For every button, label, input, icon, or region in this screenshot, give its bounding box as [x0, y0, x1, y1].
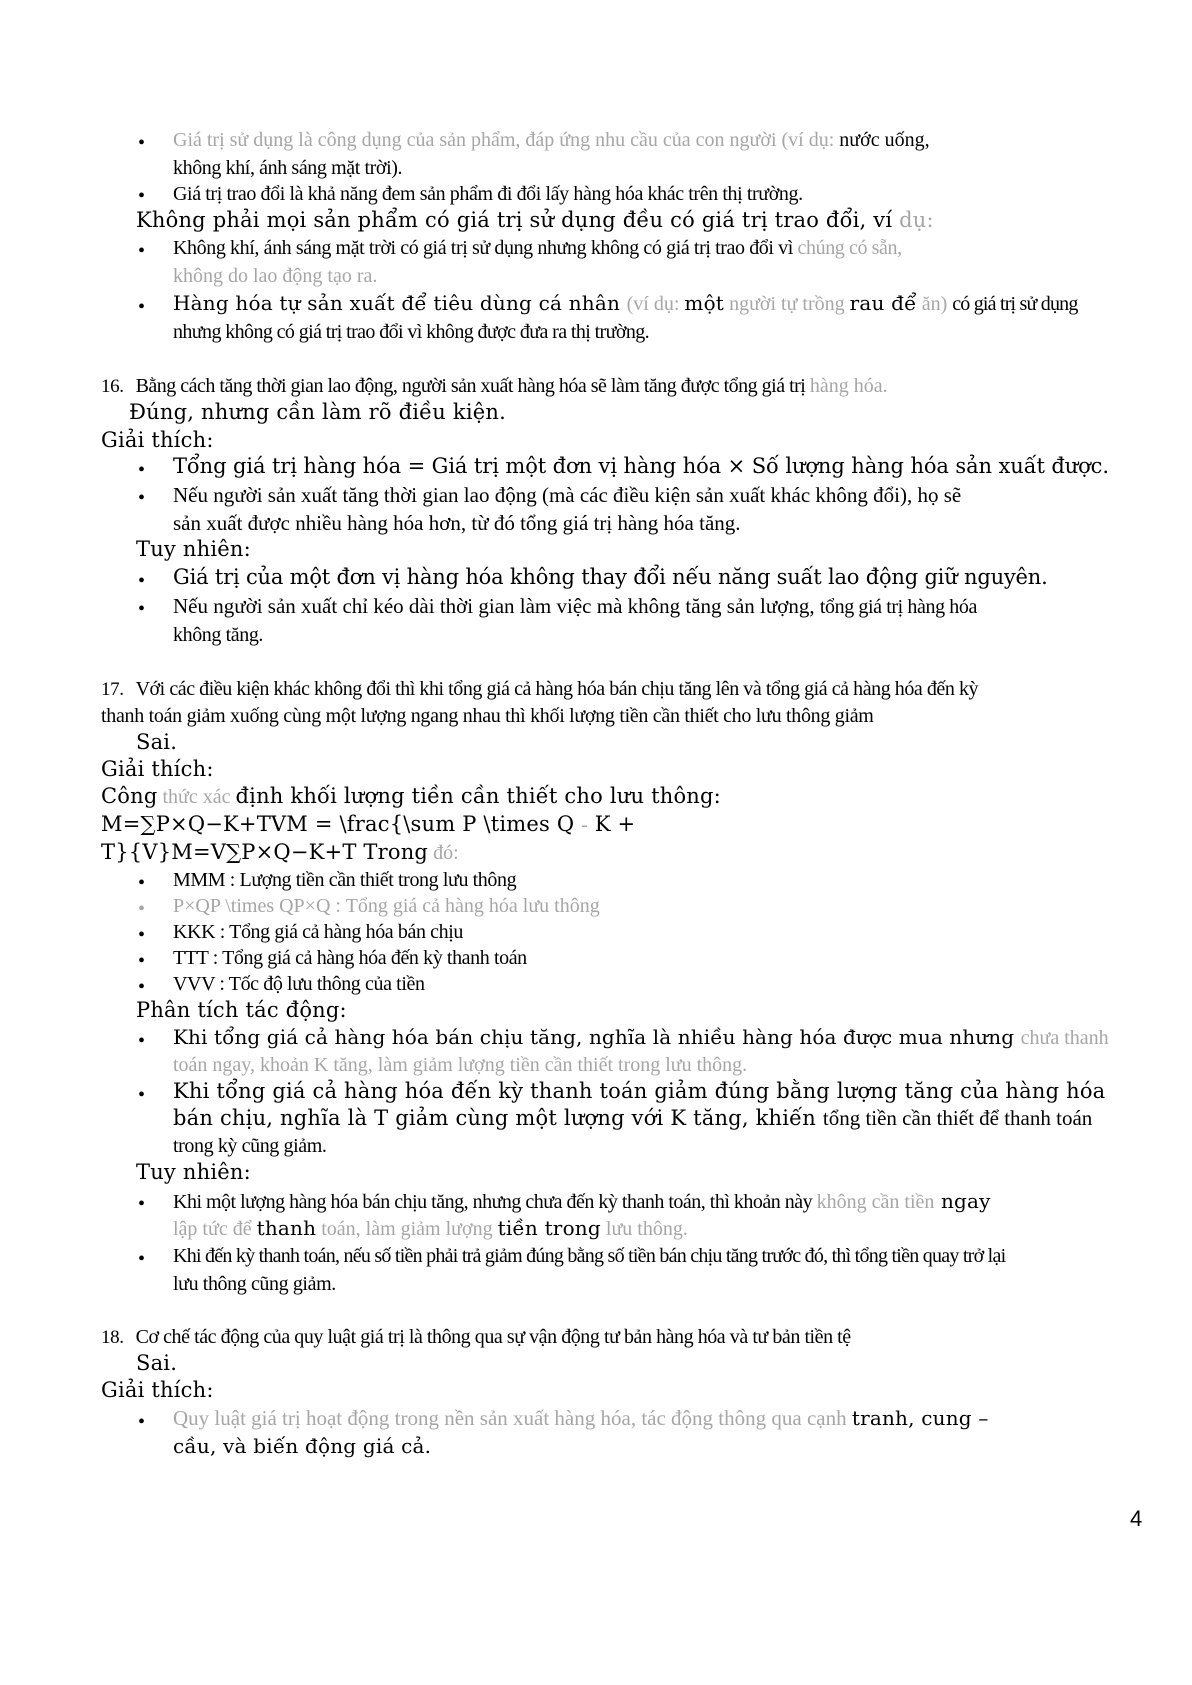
variable-item: KKK : Tổng giá cả hàng hóa bán chịu: [173, 921, 463, 943]
text-span: ngay: [934, 1189, 991, 1213]
text-span: một: [684, 291, 725, 315]
text-span: Nếu người sản xuất chỉ kéo dài thời gian làm việc mà không tăng sản lượng,: [173, 594, 820, 618]
bullet: •: [138, 1193, 146, 1215]
text-span: rau để: [849, 291, 917, 315]
page-number: 4: [1130, 1506, 1143, 1531]
paragraph-line: Giá trị trao đổi là khả năng đem sản phẩm đi đổi lấy hàng hóa khác trên thị trường.: [173, 183, 803, 205]
formula-line: [101, 786, 721, 807]
paragraph-line: không tăng.: [173, 624, 264, 646]
text-span: người tự trồng: [724, 293, 850, 315]
formula-line: [101, 814, 635, 835]
bullet: •: [138, 924, 146, 946]
text-span: ăn): [916, 293, 953, 315]
text-span: thức xác: [157, 786, 236, 808]
text-span: Quy luật giá trị hoạt động trong nền sản xuất hàng hóa, tác động thông qua cạnh: [173, 1406, 852, 1430]
paragraph-line: [173, 596, 977, 617]
bullet: •: [138, 598, 146, 620]
formula-line: [101, 842, 459, 863]
paragraph-line: [173, 1408, 989, 1429]
text-span: Khi một lượng hàng hóa bán chịu tăng, nhưng chưa đến kỳ thanh toán, thì khoản này: [173, 1191, 817, 1213]
variable-item: VVV : Tốc độ lưu thông của tiền: [173, 973, 425, 995]
variable-item: TTT : Tổng giá cả hàng hóa đến kỳ thanh toán: [173, 947, 527, 969]
bullet: •: [138, 487, 146, 509]
question-16: [101, 376, 888, 396]
text-span: bán chịu, nghĩa là T giảm cùng một lượng với K tăng, khiến: [173, 1106, 823, 1130]
text-span: lưu thông.: [600, 1218, 688, 1240]
bullet: •: [138, 1084, 146, 1106]
paragraph-line: cầu, và biến động giá cả.: [173, 1434, 432, 1458]
paragraph-line: Khi tổng giá cả hàng hóa đến kỳ thanh toán giảm đúng bằng lượng tăng của hàng hóa: [173, 1079, 1106, 1103]
text-span: toán, làm giảm lượng: [316, 1218, 498, 1240]
text-span: không cần tiền: [816, 1191, 935, 1213]
text-span: Bằng cách tăng thời gian lao động, người sản xuất hàng hóa sẽ làm tăng được tổng giá trị: [135, 375, 810, 397]
bullet: •: [138, 950, 146, 972]
text-span: Giá trị sử dụng là công dụng của sản phẩm, đáp ứng nhu cầu của con người (ví dụ:: [173, 129, 840, 151]
text-span: tiền trong: [497, 1216, 601, 1240]
paragraph-line: không khí, ánh sáng mặt trời).: [173, 157, 403, 179]
text-span: dụ:: [892, 208, 934, 232]
text-span: Công: [101, 784, 158, 808]
bullet: •: [138, 240, 146, 262]
text-span: tổng tiền cần thiết để thanh toán: [822, 1106, 1093, 1130]
answer: Sai.: [136, 730, 178, 754]
text-span: (ví dụ:: [626, 293, 685, 315]
paragraph-line: không do lao động tạo ra.: [173, 265, 378, 287]
paragraph-line: Khi đến kỳ thanh toán, nếu số tiền phải trả giảm đúng bằng số tiền bán chịu tăng trước đó, thì tổng tiền quay trở lại: [173, 1245, 1006, 1267]
question-number: 16.: [101, 376, 124, 397]
paragraph-line: [136, 210, 934, 231]
paragraph-line: [173, 1218, 688, 1239]
variable-item: P×QP \times QP×Q : Tổng giá cả hàng hóa lưu thông: [173, 895, 600, 917]
text-span: thanh: [256, 1216, 317, 1240]
text-span: T}{V}M=V∑P×Q−K+T Trong: [101, 840, 429, 864]
bullet: •: [138, 1411, 146, 1433]
text-span: Cơ chế tác động của quy luật giá trị là thông qua sự vận động tư bản hàng hóa và tư bản tiền tệ: [135, 1326, 851, 1348]
text-span: chưa thanh: [1020, 1027, 1109, 1049]
paragraph-line: sản xuất được nhiều hàng hóa hơn, từ đó tổng giá trị hàng hóa tăng.: [173, 511, 741, 535]
paragraph-line: thanh toán giảm xuống cùng một lượng ngang nhau thì khối lượng tiền cần thiết cho lưu thông giảm: [101, 705, 874, 727]
paragraph-line: [173, 293, 1078, 314]
text-span: hàng hóa.: [809, 375, 888, 397]
text-span: tổng giá trị hàng hóa: [819, 596, 977, 618]
paragraph-line: lưu thông cũng giảm.: [173, 1273, 336, 1295]
paragraph-line: nhưng không có giá trị trao đổi vì không được đưa ra thị trường.: [173, 321, 650, 343]
question-number: 17.: [101, 679, 124, 700]
text-span: Hàng hóa tự sản xuất để tiêu dùng cá nhân: [173, 291, 627, 315]
paragraph-line: [173, 1027, 1109, 1048]
bullet: •: [138, 185, 146, 207]
paragraph-line: toán ngay, khoản K tăng, làm giảm lượng tiền cần thiết trong lưu thông.: [173, 1054, 748, 1076]
paragraph-line: [173, 130, 930, 150]
bullet: •: [138, 872, 146, 894]
bullet: •: [138, 1030, 146, 1052]
paragraph-line: trong kỳ cũng giảm.: [173, 1135, 327, 1157]
variable-item: MMM : Lượng tiền cần thiết trong lưu thông: [173, 869, 517, 891]
text-span: chúng có sẵn,: [797, 237, 902, 259]
bullet: •: [138, 898, 146, 920]
text-span: Không phải mọi sản phẩm có giá trị sử dụng đều có giá trị trao đổi,: [136, 208, 874, 232]
text-span: có giá trị sử dụng: [952, 293, 1078, 315]
however-heading: Tuy nhiên:: [136, 537, 251, 561]
explanation-heading: Giải thích:: [101, 428, 214, 452]
bullet: •: [138, 1248, 146, 1270]
bullet: •: [138, 459, 146, 481]
answer: Sai.: [136, 1351, 178, 1375]
question-number: 18.: [101, 1327, 124, 1348]
explanation-heading: Giải thích:: [101, 757, 214, 781]
paragraph-line: Tổng giá trị hàng hóa = Giá trị một đơn vị hàng hóa × Số lượng hàng hóa sản xuất được.: [173, 454, 1109, 478]
explanation-heading: Giải thích:: [101, 1378, 214, 1402]
text-span: K +: [587, 812, 636, 836]
text-span: -: [581, 814, 588, 836]
bullet: •: [138, 296, 146, 318]
text-span: định khối lượng tiền cần thiết cho lưu thông:: [235, 784, 721, 808]
paragraph-line: Giá trị của một đơn vị hàng hóa không thay đổi nếu năng suất lao động giữ nguyên.: [173, 565, 1048, 589]
however-heading: Tuy nhiên:: [136, 1160, 251, 1184]
bullet: •: [138, 132, 146, 154]
bullet: •: [138, 976, 146, 998]
paragraph-line: [173, 1108, 1092, 1129]
question-18: [101, 1327, 851, 1347]
paragraph-line: Nếu người sản xuất tăng thời gian lao động (mà các điều kiện sản xuất khác không đổi), họ sẽ: [173, 483, 962, 507]
text-span: đó:: [428, 842, 459, 864]
text-span: Khi tổng giá cả hàng hóa bán chịu tăng, nghĩa là nhiều hàng hóa được mua nhưng: [173, 1025, 1021, 1049]
answer: Đúng, nhưng cần làm rõ điều kiện.: [129, 400, 506, 424]
text-span: ví: [873, 208, 893, 232]
question-17: [101, 679, 978, 699]
text-span: Không khí, ánh sáng mặt trời có giá trị sử dụng nhưng không có giá trị trao đổi vì: [173, 237, 798, 259]
text-span: tranh, cung –: [851, 1406, 989, 1430]
analysis-heading: Phân tích tác động:: [136, 998, 347, 1022]
paragraph-line: [173, 1191, 991, 1212]
text-span: nước uống,: [839, 129, 930, 151]
text-span: Với các điều kiện khác không đổi thì khi tổng giá cả hàng hóa bán chịu tăng lên và tổng giá cả hàng hóa đến kỳ: [135, 678, 979, 700]
paragraph-line: [173, 238, 902, 258]
text-span: M=∑P×Q−K+TVM = \frac{\sum P \times Q: [101, 812, 582, 836]
bullet: •: [138, 570, 146, 592]
text-span: lập tức để: [173, 1218, 257, 1240]
